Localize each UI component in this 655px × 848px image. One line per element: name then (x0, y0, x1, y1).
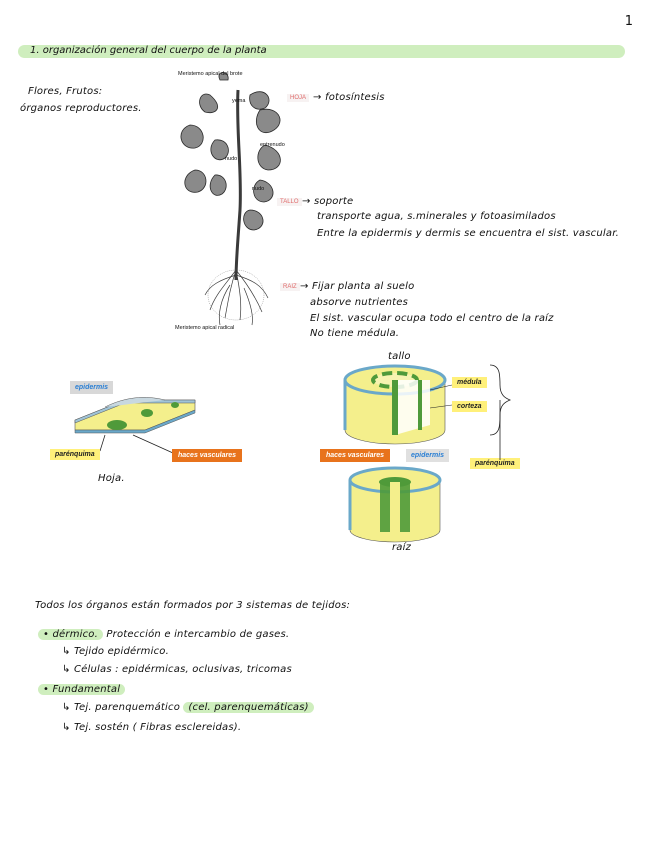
note-raiz-1: → Fijar planta al suelo (300, 281, 415, 292)
note-flowers: Flores, Frutos: (28, 86, 103, 97)
note-raiz-4: No tiene médula. (310, 328, 400, 339)
label-meristem-root: Meristemo apical radical (175, 325, 235, 331)
dermico-sub-2: ↳ Células : epidérmicas, oclusivas, tricomas (62, 664, 292, 675)
diagram-connectors (420, 360, 530, 470)
fundamental-sub-1-text: ↳ Tej. parenquemático (62, 702, 181, 713)
fundamental-sub-1 (62, 702, 314, 713)
stem-label-corteza: corteza (452, 401, 487, 412)
page-number: 1 (624, 14, 633, 29)
note-raiz-2: absorve nutrientes (310, 297, 409, 308)
root-caption: raíz (392, 542, 412, 553)
fundamental-title: • Fundamental (38, 684, 125, 695)
note-tallo-1-text: soporte (313, 196, 354, 207)
tag-tallo: TALLO (277, 198, 302, 206)
note-raiz-1-text: Fijar planta al suelo (311, 281, 415, 292)
dermico-line (38, 629, 289, 640)
stem-caption: tallo (388, 351, 411, 362)
label-entrenudo: entrenudo (260, 142, 285, 148)
note-reproductive: órganos reproductores. (20, 103, 142, 114)
stem-label-haces: haces vasculares (320, 449, 390, 462)
leaf-caption: Hoja. (98, 473, 125, 484)
tissue-intro: Todos los órganos están formados por 3 sistemas de tejidos: (35, 600, 351, 611)
stem-label-parenquima: parénquima (470, 458, 520, 469)
tag-raiz: RAIZ (280, 283, 300, 291)
label-meristem-top: Meristemo apical del brote (178, 71, 243, 77)
label-yema: yema (232, 98, 246, 104)
dermico-title: • dérmico. (38, 629, 103, 640)
note-tallo-2: transporte agua, s.minerales y fotoasimilados (317, 211, 556, 222)
leaf-label-haces: haces vasculares (172, 449, 242, 462)
label-nudo-1: nudo (225, 156, 238, 162)
fundamental-sub-2: ↳ Tej. sostén ( Fibras esclereidas). (62, 722, 242, 733)
note-hoja-text: fotosíntesis (324, 92, 385, 103)
fundamental-line (38, 684, 125, 695)
tag-hoja: HOJA (287, 94, 309, 102)
fundamental-sub-1-paren: (cel. parenquemáticas) (183, 702, 313, 713)
note-tallo-3: Entre la epidermis y dermis se encuentra el sist. vascular. (317, 228, 619, 239)
note-tallo-1: → soporte (302, 196, 354, 207)
leaf-label-epidermis: epidermis (70, 381, 113, 394)
leaf-label-parenquima: parénquima (50, 449, 100, 460)
dermico-sub-1: ↳ Tejido epidérmico. (62, 646, 169, 657)
dermico-desc: Protección e intercambio de gases. (106, 629, 290, 640)
note-raiz-3: El sist. vascular ocupa todo el centro de la raíz (310, 313, 554, 324)
note-hoja: → fotosíntesis (313, 92, 385, 103)
stem-label-medula: médula (452, 377, 487, 388)
section-title: 1. organización general del cuerpo de la planta (30, 45, 267, 56)
label-nudo-2: nudo (252, 186, 265, 192)
stem-label-epidermis: epidermis (406, 449, 449, 462)
